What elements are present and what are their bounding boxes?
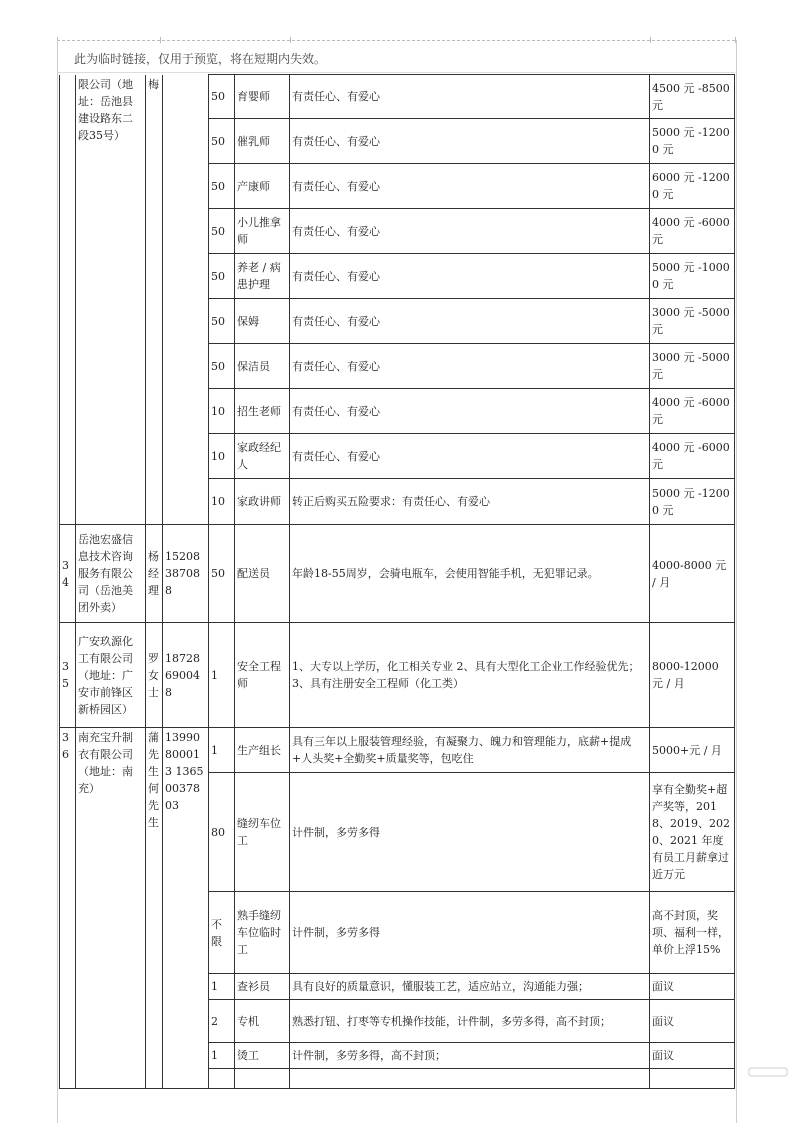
job-title-cell: 催乳师 [235, 119, 290, 164]
job-title-cell: 育婴师 [235, 75, 290, 119]
count-cell: 50 [209, 525, 235, 623]
index-cell [60, 75, 76, 525]
contact-cell: 梅 [146, 75, 163, 525]
job-title-cell: 养老 / 病患护理 [235, 254, 290, 299]
requirement-cell: 有责任心、有爱心 [290, 119, 650, 164]
requirement-cell: 计件制，多劳多得 [290, 773, 650, 892]
company-cell: 广安玖源化工有限公司（地址：广安市前锋区新桥园区） [76, 623, 146, 728]
job-title-cell: 专机 [235, 1000, 290, 1043]
index-cell: 35 [60, 623, 76, 728]
salary-cell: 6000 元 -12000 元 [650, 164, 735, 209]
table-row [60, 728, 735, 773]
salary-cell: 8000-12000 元 / 月 [650, 623, 735, 728]
index-cell: 36 [60, 728, 76, 1089]
requirement-cell: 有责任心、有爱心 [290, 344, 650, 389]
job-title-cell: 家政经纪人 [235, 434, 290, 479]
count-cell: 50 [209, 344, 235, 389]
phone-cell: 15208387088 [163, 525, 209, 623]
tick-mark [650, 37, 651, 43]
job-title-cell: 小儿推拿师 [235, 209, 290, 254]
count-cell: 50 [209, 299, 235, 344]
count-cell: 1 [209, 728, 235, 773]
count-cell: 80 [209, 773, 235, 892]
requirement-cell: 具有三年以上服装管理经验，有凝聚力、魄力和管理能力，底薪+提成+人头奖+全勤奖+质量奖等，包吃住 [290, 728, 650, 773]
salary-cell: 高不封顶，奖项、福利一样，单价上浮15% [650, 892, 735, 974]
salary-cell: 4000-8000 元 / 月 [650, 525, 735, 623]
job-title-cell [235, 1069, 290, 1089]
table-row [60, 75, 735, 119]
tick-mark [160, 37, 161, 43]
job-title-cell: 保姆 [235, 299, 290, 344]
temporary-link-notice: 此为临时链接，仅用于预览，将在短期内失效。 [74, 52, 327, 66]
job-title-cell: 缝纫车位工 [235, 773, 290, 892]
job-title-cell: 保洁员 [235, 344, 290, 389]
requirement-cell: 有责任心、有爱心 [290, 389, 650, 434]
count-cell: 50 [209, 75, 235, 119]
count-cell: 不限 [209, 892, 235, 974]
salary-cell: 4000 元 -6000 元 [650, 209, 735, 254]
salary-cell: 4000 元 -6000 元 [650, 434, 735, 479]
job-title-cell: 家政讲师 [235, 479, 290, 525]
salary-cell: 面议 [650, 1043, 735, 1069]
count-cell: 10 [209, 434, 235, 479]
corner-watermark-icon [742, 1066, 788, 1082]
job-title-cell: 招生老师 [235, 389, 290, 434]
table-row [60, 623, 735, 728]
requirement-cell: 年龄18-55周岁，会骑电瓶车，会使用智能手机，无犯罪记录。 [290, 525, 650, 623]
count-cell: 50 [209, 164, 235, 209]
requirement-cell [290, 1069, 650, 1089]
requirement-cell: 计件制，多劳多得，高不封顶； [290, 1043, 650, 1069]
count-cell: 50 [209, 254, 235, 299]
job-title-cell: 产康师 [235, 164, 290, 209]
count-cell: 1 [209, 974, 235, 1000]
salary-cell: 3000 元 -5000 元 [650, 344, 735, 389]
salary-cell: 5000 元 -10000 元 [650, 254, 735, 299]
requirement-cell: 具有良好的质量意识，懂服装工艺，适应站立，沟通能力强； [290, 974, 650, 1000]
salary-cell: 5000+元 / 月 [650, 728, 735, 773]
company-cell: 南充宝升制衣有限公司（地址：南充） [76, 728, 146, 1089]
requirement-cell: 有责任心、有爱心 [290, 164, 650, 209]
phone-cell: 13990800013 13650037803 [163, 728, 209, 1089]
company-cell: 限公司（地址：岳池县建设路东二段35号） [76, 75, 146, 525]
requirement-cell: 计件制，多劳多得 [290, 892, 650, 974]
count-cell: 50 [209, 209, 235, 254]
salary-cell [650, 1069, 735, 1089]
salary-cell: 享有全勤奖+超产奖等，2018、2019、2020、2021 年度有员工月薪拿过近万元 [650, 773, 735, 892]
contact-cell: 罗女士 [146, 623, 163, 728]
notice-divider [57, 72, 735, 73]
job-title-cell: 熟手缝纫车位临时工 [235, 892, 290, 974]
requirement-cell: 有责任心、有爱心 [290, 254, 650, 299]
requirement-cell: 有责任心、有爱心 [290, 75, 650, 119]
phone-cell: 18728690048 [163, 623, 209, 728]
contact-cell: 杨经理 [146, 525, 163, 623]
job-title-cell: 烫工 [235, 1043, 290, 1069]
job-title-cell: 安全工程师 [235, 623, 290, 728]
requirement-cell: 1、大专以上学历，化工相关专业 2、具有大型化工企业工作经验优先；3、具有注册安全工程师（化工类） [290, 623, 650, 728]
count-cell: 10 [209, 479, 235, 525]
salary-cell: 4000 元 -6000 元 [650, 389, 735, 434]
index-cell: 34 [60, 525, 76, 623]
count-cell: 1 [209, 1043, 235, 1069]
requirement-cell: 有责任心、有爱心 [290, 209, 650, 254]
count-cell: 1 [209, 623, 235, 728]
page-right-edge [736, 40, 737, 1123]
salary-cell: 5000 元 -12000 元 [650, 479, 735, 525]
count-cell: 50 [209, 119, 235, 164]
page-left-edge [57, 40, 58, 1123]
table-row [60, 525, 735, 623]
count-cell [209, 1069, 235, 1089]
phone-cell [163, 75, 209, 525]
company-cell: 岳池宏盛信息技术咨询服务有限公司（岳池美团外卖） [76, 525, 146, 623]
salary-cell: 5000 元 -12000 元 [650, 119, 735, 164]
job-title-cell: 查衫员 [235, 974, 290, 1000]
requirement-cell: 有责任心、有爱心 [290, 299, 650, 344]
requirement-cell: 有责任心、有爱心 [290, 434, 650, 479]
job-title-cell: 生产组长 [235, 728, 290, 773]
requirement-cell: 熟悉打钮、打枣等专机操作技能，计件制，多劳多得，高不封顶； [290, 1000, 650, 1043]
job-title-cell: 配送员 [235, 525, 290, 623]
salary-cell: 4500 元 -8500 元 [650, 75, 735, 119]
salary-cell: 面议 [650, 1000, 735, 1043]
job-listing-table [59, 74, 735, 1089]
salary-cell: 面议 [650, 974, 735, 1000]
salary-cell: 3000 元 -5000 元 [650, 299, 735, 344]
page-top-border [57, 40, 735, 41]
tick-mark [290, 37, 291, 43]
requirement-cell: 转正后购买五险要求：有责任心、有爱心 [290, 479, 650, 525]
count-cell: 2 [209, 1000, 235, 1043]
count-cell: 10 [209, 389, 235, 434]
contact-cell: 蒲先生何先生 [146, 728, 163, 1089]
